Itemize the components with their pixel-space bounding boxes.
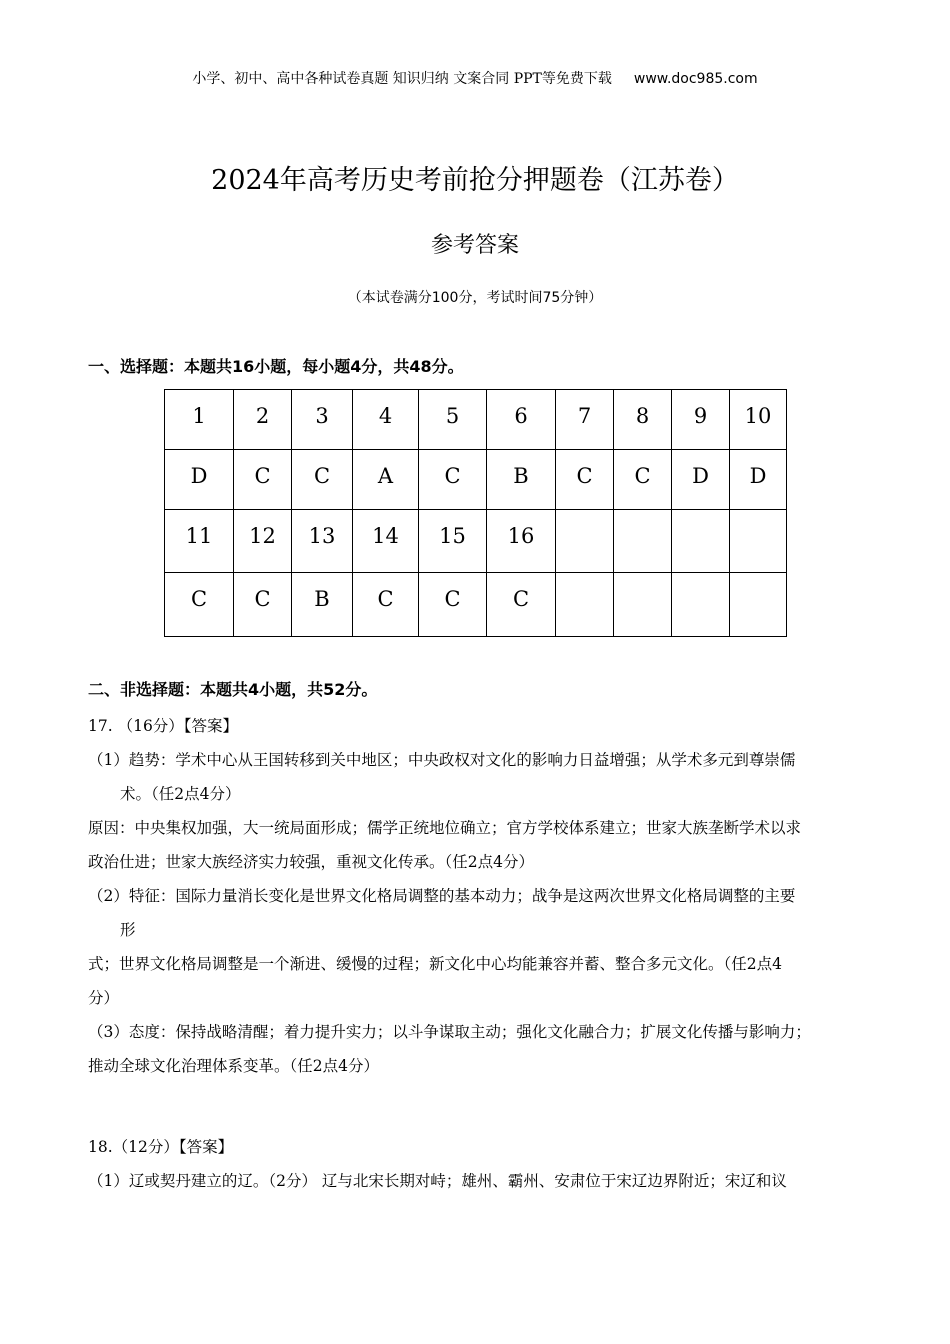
q18-line: （1）辽或契丹建立的辽。（2分） 辽与北宋长期对峙；雄州、霸州、安肃位于宋辽边界附近；宋辽和议	[88, 1172, 787, 1190]
answer-table-cell: C	[234, 450, 292, 510]
page-header	[0, 68, 950, 88]
answer-table-cell: 16	[487, 510, 556, 573]
answer-table-cell: C	[614, 450, 672, 510]
q17-line: （1）趋势：学术中心从王国转移到关中地区；中央政权对文化的影响力日益增强；从学术多元到尊崇儒	[88, 751, 796, 769]
answer-table-cell: C	[165, 573, 234, 637]
q17-line: 术。（任2点4分）	[120, 785, 241, 803]
answer-table-cell: C	[419, 450, 487, 510]
answer-table-cell: 11	[165, 510, 234, 573]
answer-table-cell: D	[730, 450, 787, 510]
section2-heading: 二、非选择题：本题共4小题，共52分。	[88, 680, 378, 699]
answer-table-cell: 8	[614, 390, 672, 450]
answer-table-cell	[614, 510, 672, 573]
answer-table-row	[165, 573, 787, 637]
q17-line: 推动全球文化治理体系变革。（任2点4分）	[88, 1057, 379, 1075]
q17-line: （2）特征：国际力量消长变化是世界文化格局调整的基本动力；战争是这两次世界文化格局调整的主要	[88, 887, 796, 905]
answer-table-cell	[614, 573, 672, 637]
question-17	[88, 709, 860, 1083]
answer-table-cell	[672, 510, 730, 573]
exam-note: （本试卷满分100分，考试时间75分钟）	[347, 290, 603, 306]
answer-table-cell: 12	[234, 510, 292, 573]
q17-line: 分）	[88, 989, 120, 1007]
section1-heading: 一、选择题：本题共16小题，每小题4分，共48分。	[88, 357, 464, 376]
answer-table-cell: 10	[730, 390, 787, 450]
q17-line: 原因：中央集权加强，大一统局面形成；儒学正统地位确立；官方学校体系建立；世家大族垄断学术以求	[88, 819, 802, 837]
q17-line: 政治仕进；世家大族经济实力较强，重视文化传承。（任2点4分）	[88, 853, 534, 871]
page-subtitle: 参考答案	[430, 233, 519, 258]
answer-table-cell: 2	[234, 390, 292, 450]
answer-table-cell: C	[487, 573, 556, 637]
header-text: 小学、初中、高中各种试卷真题 知识归纳 文案合同 PPT等免费下载	[192, 71, 612, 87]
answer-table-cell: 14	[353, 510, 419, 573]
answer-table-cell: D	[672, 450, 730, 510]
answer-table-cell: 6	[487, 390, 556, 450]
answer-table-cell: C	[419, 573, 487, 637]
answer-table-row	[165, 390, 787, 450]
answer-table-cell	[556, 573, 614, 637]
answer-table-cell: 3	[292, 390, 353, 450]
answer-table-cell	[730, 510, 787, 573]
q17-line: 式；世界文化格局调整是一个渐进、缓慢的过程；新文化中心均能兼容并蓄、整合多元文化。（任2点4	[88, 955, 782, 973]
q17-line: （3）态度：保持战略清醒；着力提升实力；以斗争谋取主动；强化文化融合力；扩展文化传播与影响力；	[88, 1023, 811, 1041]
q17-head: 17. （16分）【答案】	[88, 717, 239, 735]
answer-table-cell: 13	[292, 510, 353, 573]
header-site-link[interactable]: www.doc985.com	[633, 71, 758, 87]
answer-table-row	[165, 450, 787, 510]
answer-table-cell: A	[353, 450, 419, 510]
answer-table-cell: 15	[419, 510, 487, 573]
answer-table-cell: 7	[556, 390, 614, 450]
question-18	[88, 1130, 860, 1198]
answer-table-cell: C	[556, 450, 614, 510]
answer-table-cell: C	[353, 573, 419, 637]
answer-table	[164, 389, 787, 637]
answer-table-cell: 9	[672, 390, 730, 450]
answer-table-cell: 1	[165, 390, 234, 450]
answer-table-cell: C	[292, 450, 353, 510]
page-title: 2024年高考历史考前抢分押题卷（江苏卷）	[211, 165, 739, 196]
q17-line: 形	[120, 921, 136, 939]
answer-table-cell: B	[487, 450, 556, 510]
answer-table-cell: B	[292, 573, 353, 637]
q18-head: 18.（12分）【答案】	[88, 1138, 234, 1156]
answer-table-cell: C	[234, 573, 292, 637]
answer-table-cell	[730, 573, 787, 637]
answer-table-cell: D	[165, 450, 234, 510]
answer-table-cell	[556, 510, 614, 573]
answer-table-cell	[672, 573, 730, 637]
answer-table-cell: 5	[419, 390, 487, 450]
answer-table-cell: 4	[353, 390, 419, 450]
answer-table-row	[165, 510, 787, 573]
